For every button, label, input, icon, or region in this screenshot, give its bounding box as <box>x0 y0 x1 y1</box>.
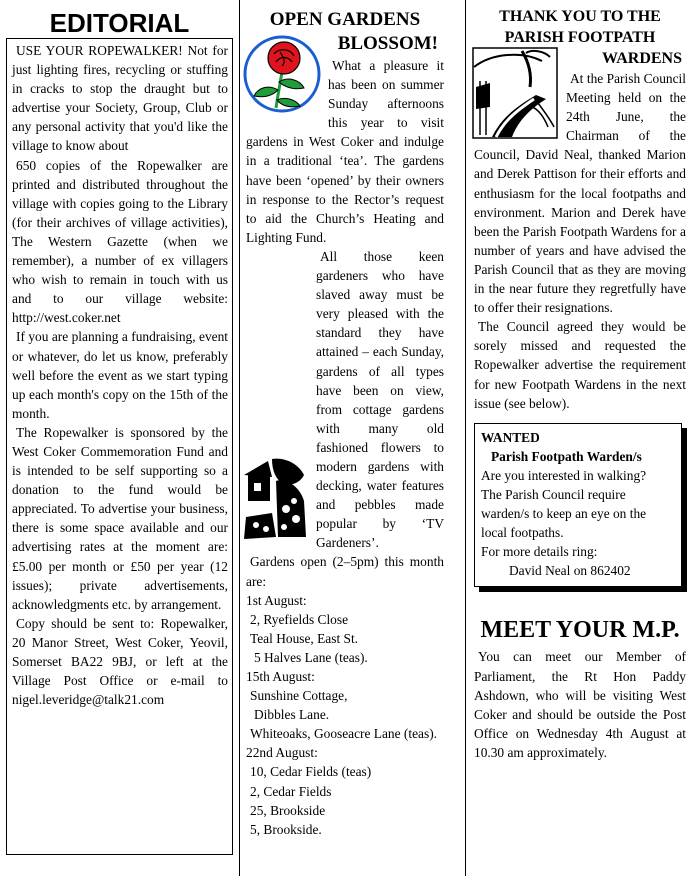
open-gardens-title-line1: OPEN GARDENS <box>269 9 421 30</box>
open-gardens-list <box>246 591 444 839</box>
open-gardens-paragraph: What a pleasure it has been on summer Sunday afternoons this year to visit gardens in West Coker and indulge in a traditional ‘tea’. The gardens have been ‘opened’ by their owners in response to the Rector’s request to aid the Church’s Heating and Lighting Fund. <box>246 58 444 245</box>
list-item: 22nd August: <box>246 745 318 761</box>
wanted-advert <box>474 423 682 588</box>
open-gardens-intro: Gardens open (2–5pm) this month are: <box>246 554 444 589</box>
wanted-heading: WANTED <box>481 429 540 445</box>
thank-you-title-line3: WARDENS <box>601 50 682 67</box>
list-item: 2, Cedar Fields <box>250 783 332 799</box>
editorial-paragraph: If you are planning a fundraising, event or whatever, do let us know, preferably well before the event as we start typing up each month's copy on the 15th of the month. <box>12 329 228 421</box>
thank-you-title-line2: PARISH FOOTPATH <box>504 29 656 46</box>
thank-you-paragraph: At the Parish Council Meeting held on the 24th June, the Chairman of the Council, David Neal, thanked Marion and Derek Pattison for their efforts and enthusiasm for the local footpaths and environment. Marion and Derek have been the Parish Footpath Wardens for a number of years and have advised the Parish Council that as they are moving in the near future they regretfully have to offer their resignations. <box>474 71 686 316</box>
thank-you-paragraph: The Council agreed they would be sorely missed and requested the Ropewalker advertise the requirement for new Footpath Wardens in the next issue (see below). <box>474 319 686 411</box>
footpath-icon <box>472 47 558 139</box>
wanted-contact: David Neal on 862402 <box>509 563 631 579</box>
list-item: Teal House, East St. <box>250 630 359 646</box>
gardener-icon <box>242 457 308 541</box>
wanted-line: The Parish Council require warden/s to keep an eye on the local footpaths. <box>481 486 647 541</box>
thank-you-title-line1: THANK YOU TO THE <box>499 8 661 25</box>
editorial-paragraph: Copy should be sent to: Ropewalker, 20 Manor Street, West Coker, Yeovil, Somerset BA22 9BJ, or left at the Village Post Office or e-mail to nigel.leveridge@talk21.com <box>12 615 228 708</box>
list-item: 2, Ryefields Close <box>250 611 349 627</box>
list-item: Dibbles Lane. <box>254 707 330 723</box>
editorial-paragraph: USE YOUR ROPEWALKER! Not for just lighting fires, recycling or stuffing in cracks to stop the draught but to advertise your Society, Group, Club or any personal activity that you'd like the village to know about <box>12 43 228 154</box>
editorial-title: EDITORIAL <box>49 8 190 38</box>
meet-mp-title: MEET YOUR M.P. <box>480 617 680 644</box>
list-item: 25, Brookside <box>250 802 326 818</box>
open-gardens-column <box>246 0 444 839</box>
list-item: 15th August: <box>246 669 315 684</box>
list-item: 5 Halves Lane (teas). <box>254 649 368 665</box>
editorial-column <box>6 0 233 855</box>
rose-icon <box>242 34 322 114</box>
open-gardens-paragraph: All those keen gardeners who have slaved away must be very pleased with the standard they have attained – each Sunday, gardens of all types have been on view, from cottage gardens with many old fashioned flowers to modern gardens with decking, water features and pebbles made popular by ‘TV Gardeners’. <box>316 248 444 551</box>
list-item: 10, Cedar Fields (teas) <box>250 764 372 780</box>
list-item: Whiteoaks, Gooseacre Lane (teas). <box>250 726 438 742</box>
open-gardens-title-line2: BLOSSOM! <box>337 33 438 54</box>
list-item: 5, Brookside. <box>250 821 322 837</box>
editorial-paragraph: 650 copies of the Ropewalker are printed and distributed throughout the village with copies going to the Library (for their archives of village activities), The Western Gazette (when we remember), a number of ex villagers who wish to remain in touch with us and to our village website: http://west.coker.net <box>12 157 228 326</box>
editorial-box <box>6 38 233 855</box>
column-divider-1 <box>239 0 240 876</box>
list-item: Sunshine Cottage, <box>250 688 348 704</box>
column-divider-2 <box>465 0 466 876</box>
notices-column <box>474 0 686 762</box>
wanted-line: Are you interested in walking? <box>481 467 647 483</box>
list-item: 1st August: <box>246 592 307 608</box>
wanted-line: For more details ring: <box>481 544 598 560</box>
meet-mp-paragraph: You can meet our Member of Parliament, the Rt Hon Paddy Ashdown, who will be visiting West Coker and should be outside the Post Office on Wednesday 4th August at 10.30 am approximately. <box>474 649 686 760</box>
editorial-paragraph: The Ropewalker is sponsored by the West Coker Commemoration Fund and is intended to be self supporting so a donation to the fund would be appreciated. To advertise your business, there is some space available and our advertising rates at the moment are: £5.00 per month or £50 per year (12 issues); private advertisements, acknowledgments etc. by arrangement. <box>12 424 228 612</box>
wanted-subheading: Parish Footpath Warden/s <box>491 448 642 464</box>
